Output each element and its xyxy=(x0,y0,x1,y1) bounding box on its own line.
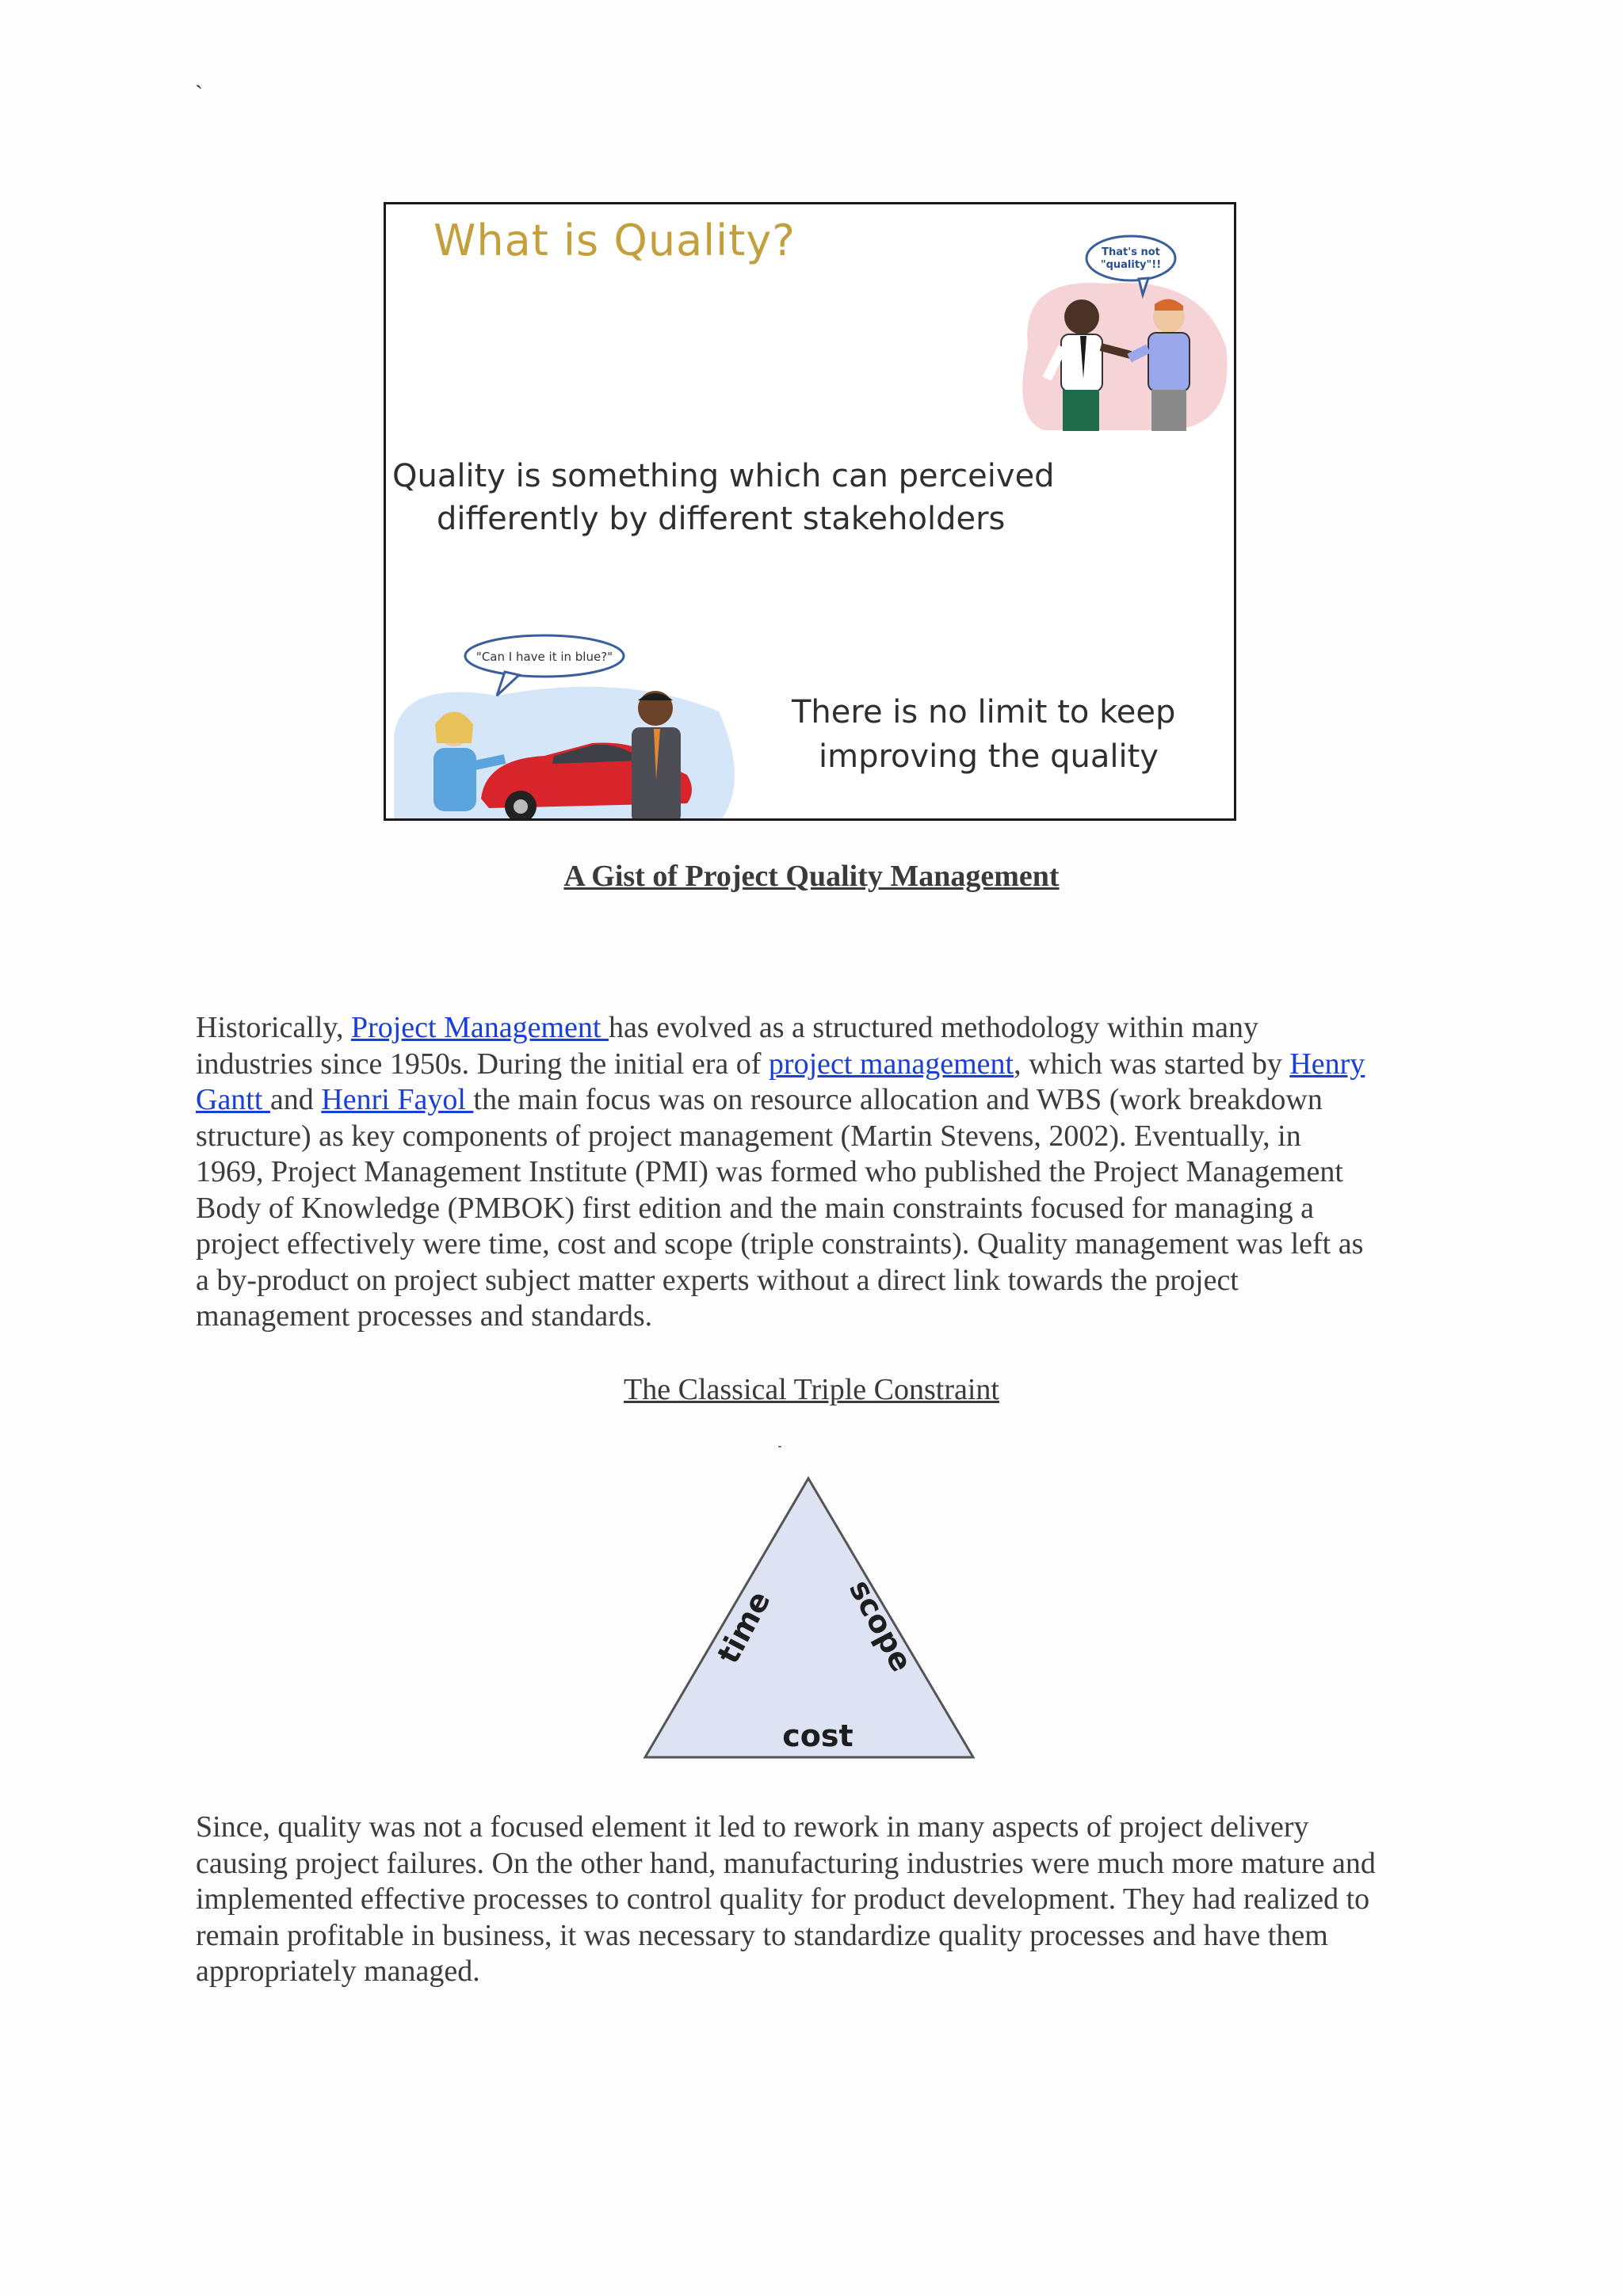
text-run: has evolved as a structured methodology within many xyxy=(608,1011,1258,1044)
slide-title: What is Quality? xyxy=(433,215,796,265)
cost-label: cost xyxy=(782,1718,854,1753)
stray-backtick: ` xyxy=(195,81,203,107)
triangle-shape xyxy=(645,1478,973,1757)
henri-fayol-link[interactable]: Henri Fayol xyxy=(321,1083,474,1116)
henry-gantt-link-cont[interactable]: Gantt xyxy=(196,1083,270,1116)
paragraph-line: causing project failures. On the other hand, manufacturing industries were much more mature and xyxy=(196,1846,1376,1880)
paragraph-line: project effectively were time, cost and scope (triple constraints). Quality management was left as xyxy=(196,1227,1364,1261)
text-run: and xyxy=(269,1083,322,1116)
paragraph-line: remain profitable in business, it was necessary to standardize quality processes and have them xyxy=(196,1918,1328,1952)
scope-label: scope xyxy=(842,1573,920,1678)
bubble-top-line1: That's not xyxy=(1102,246,1160,258)
arguing-people-illustration xyxy=(1012,228,1235,434)
paragraph-line: a by-product on project subject matter experts without a direct link towards the project xyxy=(196,1263,1239,1297)
paragraph-line xyxy=(196,1082,1365,1119)
text-run: the main focus was on resource allocation and WBS (work breakdown xyxy=(473,1083,1323,1116)
paragraph-history xyxy=(196,1010,1365,1335)
paragraph-line: appropriately managed. xyxy=(196,1955,480,1988)
paragraph-line: management processes and standards. xyxy=(196,1299,653,1333)
slide-line-1: Quality is something which can perceived xyxy=(392,458,1055,494)
project-management-link[interactable]: Project Management xyxy=(350,1011,609,1044)
paragraph-line: Since, quality was not a focused element it led to rework in many aspects of project delivery xyxy=(196,1810,1309,1844)
paragraph-quality xyxy=(196,1810,1376,1990)
triple-constraint-caption: The Classical Triple Constraint xyxy=(624,1373,999,1406)
bubble-bottom-text: "Can I have it in blue?" xyxy=(475,650,613,664)
paragraph-line: Body of Knowledge (PMBOK) first edition and the main constraints focused for managing a xyxy=(196,1191,1314,1225)
text-run: industries since 1950s. During the initial era of xyxy=(196,1047,769,1081)
car-customer-illustration xyxy=(386,624,750,821)
project-management-link-2[interactable]: project management xyxy=(768,1047,1014,1081)
henry-gantt-link[interactable]: Henry xyxy=(1289,1047,1365,1081)
triple-constraint-diagram xyxy=(634,1440,983,1767)
text-run: Historically, xyxy=(196,1011,351,1044)
paragraph-line: 1969, Project Management Institute (PMI) was formed who published the Project Management xyxy=(196,1155,1343,1188)
slide-line-3: There is no limit to keep xyxy=(792,694,1176,730)
bubble-top-line2: "quality"!! xyxy=(1100,259,1162,271)
slide-line-4: improving the quality xyxy=(819,738,1159,775)
paragraph-line xyxy=(196,1010,1365,1047)
paragraph-line xyxy=(196,1047,1365,1083)
text-run: , which was started by xyxy=(1014,1047,1290,1081)
main-heading: A Gist of Project Quality Management xyxy=(563,860,1060,893)
what-is-quality-slide xyxy=(384,202,1236,821)
paragraph-line: structure) as key components of project management (Martin Stevens, 2002). Eventually, in xyxy=(196,1119,1301,1153)
time-label: time xyxy=(710,1585,777,1669)
slide-line-2: differently by different stakeholders xyxy=(437,501,1006,537)
paragraph-line: implemented effective processes to control quality for product development. They had realized to xyxy=(196,1882,1370,1916)
